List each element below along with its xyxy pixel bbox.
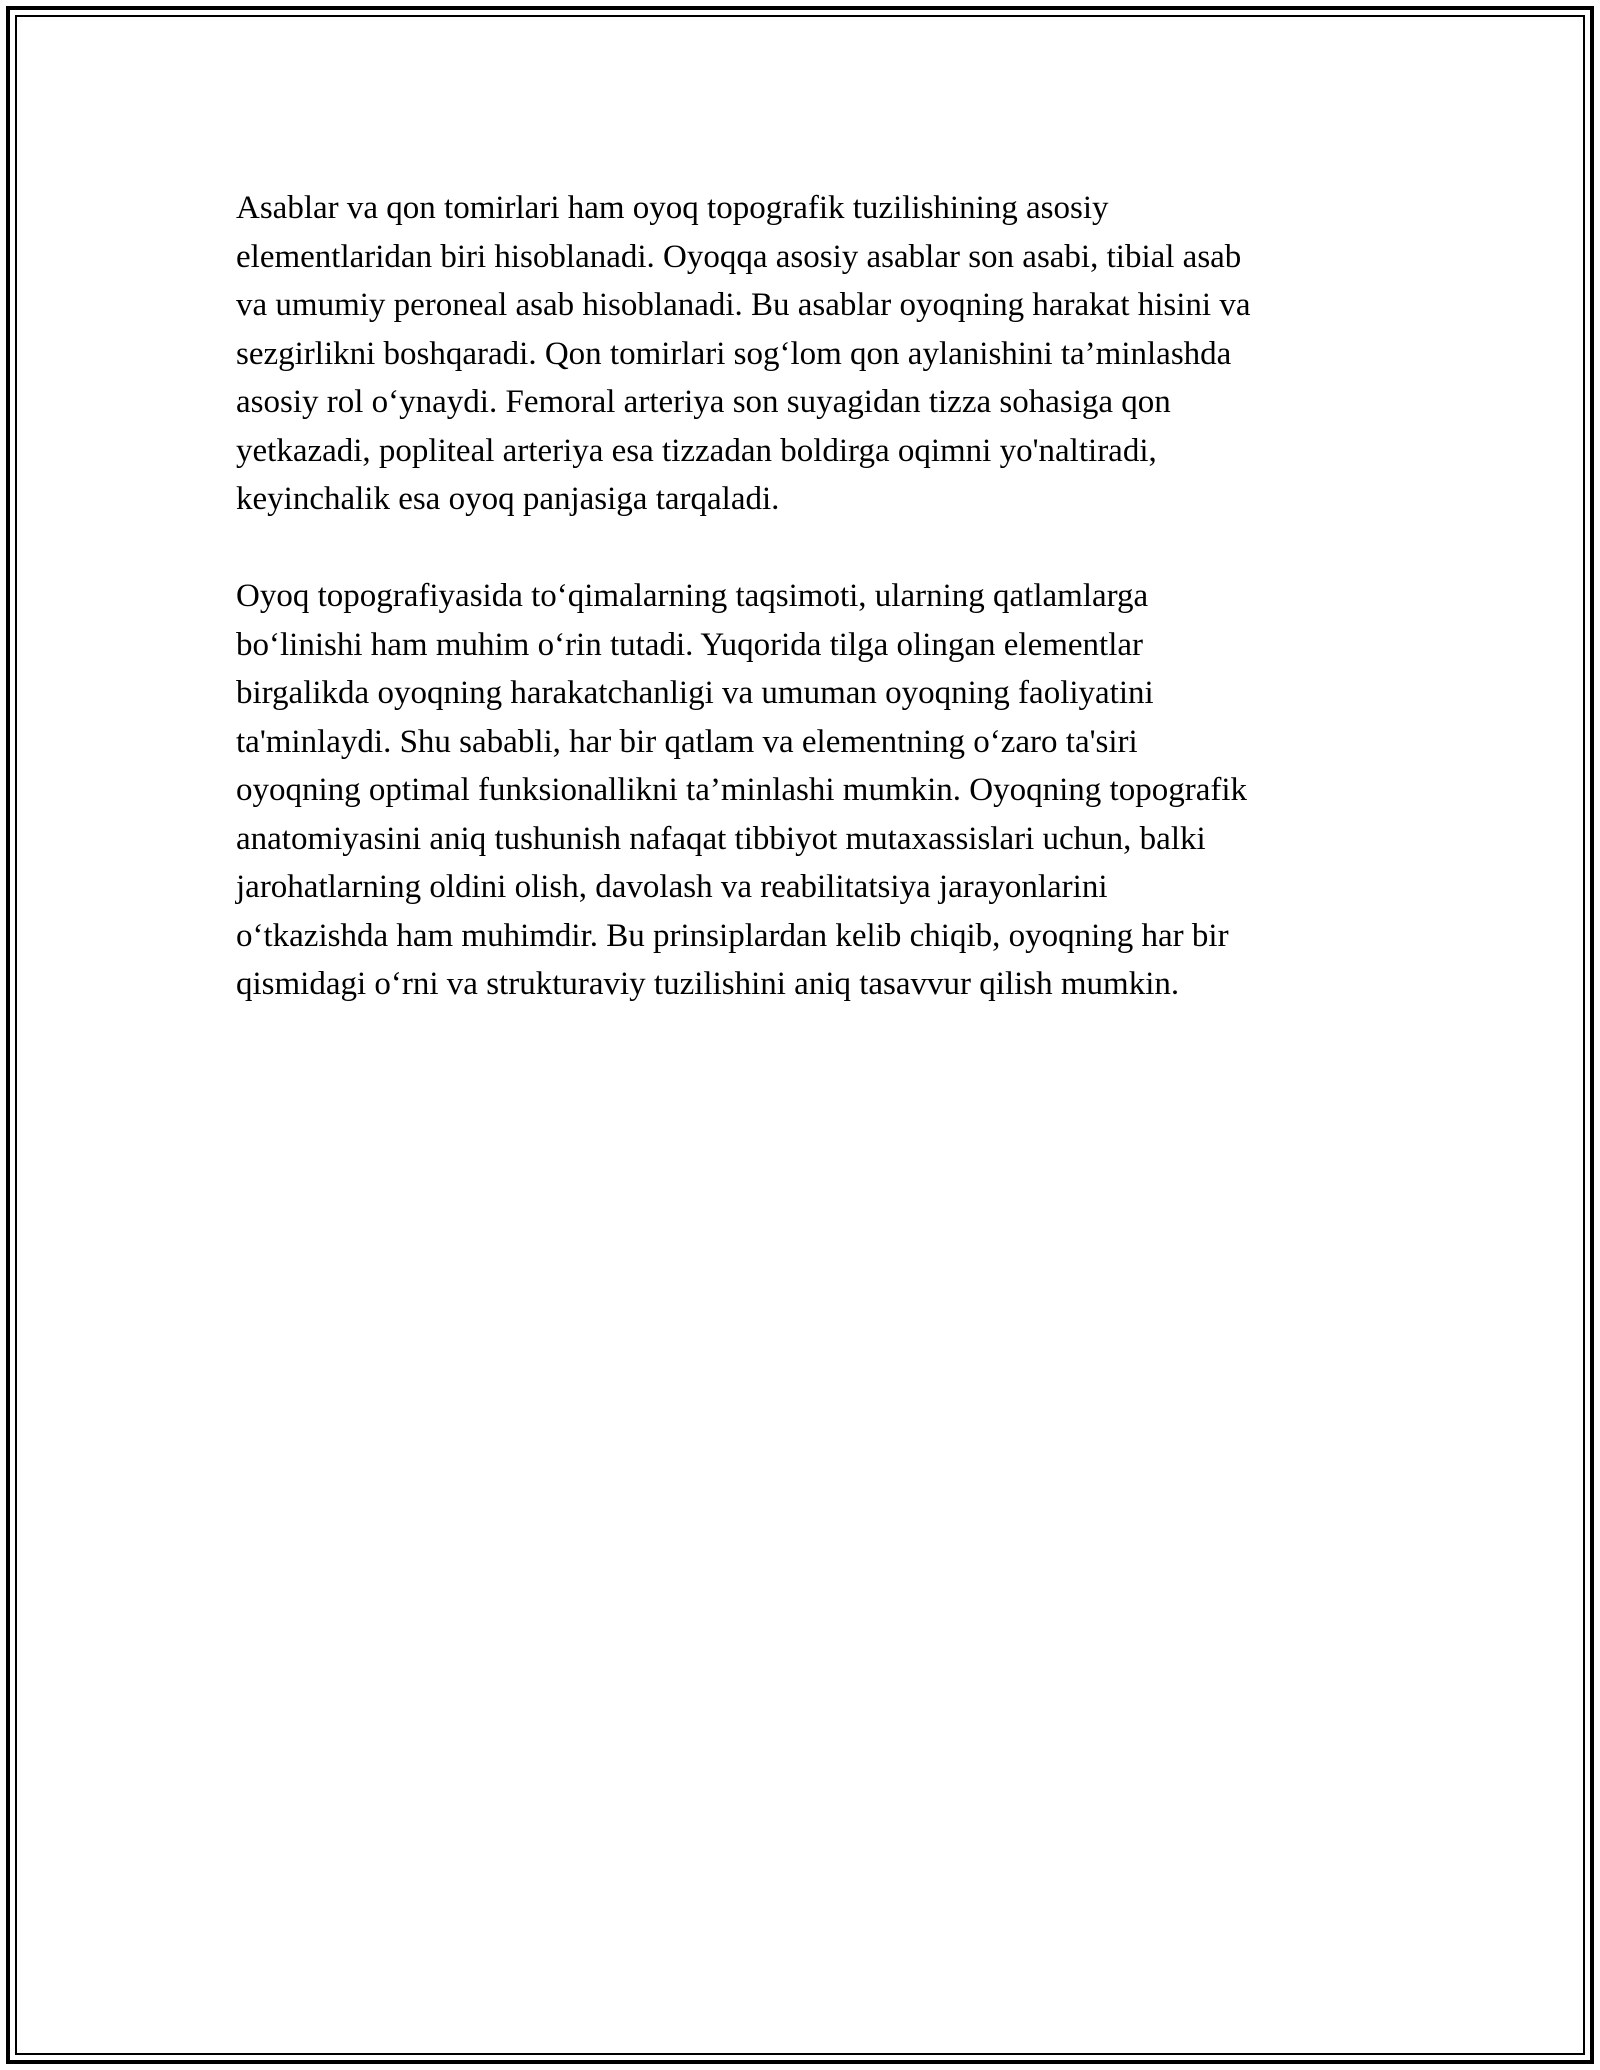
paragraph-1 (236, 184, 1386, 524)
text-line: jarohatlarning oldini olish, davolash va reabilitatsiya jarayonlarini (236, 869, 1108, 905)
text-line: yetkazadi, popliteal arteriya esa tizzadan boldirga oqimni yo'naltiradi, (236, 432, 1157, 469)
text-line: keyinchalik esa oyoq panjasiga tarqaladi. (236, 481, 780, 517)
text-line: anatomiyasini aniq tushunish nafaqat tibbiyot mutaxassislari uchun, balki (236, 820, 1206, 857)
text-line: Oyoq topografiyasida to‘qimalarning taqsimoti, ularning qatlamlarga (236, 578, 1149, 614)
text-line: sezgirlikni boshqaradi. Qon tomirlari sog‘lom qon aylanishini ta’minlashda (236, 335, 1232, 372)
document-body (236, 184, 1386, 1057)
text-line: oyoqning optimal funksionallikni ta’minlashi mumkin. Oyoqning topografik (236, 772, 1247, 808)
paragraph-2 (236, 572, 1386, 1009)
text-line: asosiy rol o‘ynaydi. Femoral arteriya son suyagidan tizza sohasiga qon (236, 384, 1171, 420)
text-line: bo‘linishi ham muhim o‘rin tutadi. Yuqorida tilga olingan elementlar (236, 626, 1144, 663)
text-line: elementlaridan biri hisoblanadi. Oyoqqa asosiy asablar son asabi, tibial asab (236, 238, 1242, 275)
text-line: birgalikda oyoqning harakatchanligi va umuman oyoqning faoliyatini (236, 675, 1154, 711)
text-line: ta'minlaydi. Shu sababli, har bir qatlam va elementning o‘zaro ta'siri (236, 723, 1138, 760)
text-line: Asablar va qon tomirlari ham oyoq topografik tuzilishining asosiy (236, 190, 1109, 226)
text-line: o‘tkazishda ham muhimdir. Bu prinsiplardan kelib chiqib, oyoqning har bir (236, 917, 1229, 954)
text-line: va umumiy peroneal asab hisoblanadi. Bu asablar oyoqning harakat hisini va (236, 287, 1251, 323)
text-line: qismidagi o‘rni va strukturaviy tuzilishini aniq tasavvur qilish mumkin. (236, 966, 1180, 1002)
